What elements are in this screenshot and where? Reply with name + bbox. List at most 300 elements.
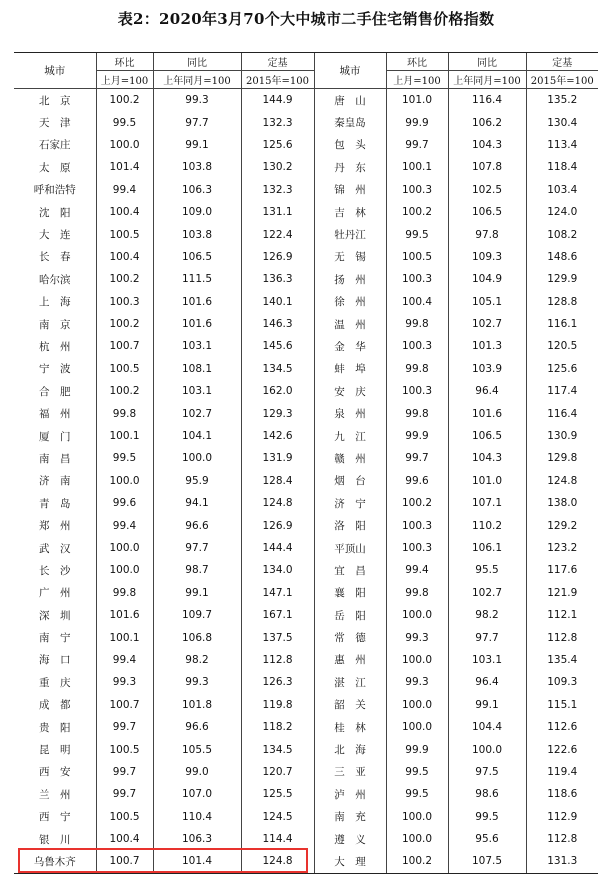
city-cell: 海 口: [39, 654, 71, 667]
fixed-cell: 113.4: [526, 134, 598, 156]
yoy-cell: 101.6: [153, 291, 241, 313]
yoy-cell: 103.1: [153, 380, 241, 402]
price-index-table: [14, 52, 598, 874]
fixed-cell: 119.4: [526, 761, 598, 783]
yoy-cell: 106.1: [448, 537, 526, 559]
city-cell: 兰 州: [39, 788, 71, 801]
mom-cell: 100.0: [386, 806, 448, 828]
yoy-cell: 99.1: [153, 582, 241, 604]
yoy-cell: 109.7: [153, 604, 241, 626]
fixed-cell: 135.4: [526, 649, 598, 671]
city-header-left: 城市: [14, 53, 96, 89]
city-cell: 平顶山: [314, 537, 386, 559]
yoy-cell: 103.1: [153, 335, 241, 357]
mom-cell: 100.3: [96, 291, 153, 313]
fixed-cell: 116.1: [526, 313, 598, 335]
yoy-cell: 96.6: [153, 716, 241, 738]
fixed-cell: 117.4: [526, 380, 598, 402]
mom-header-left: 环比: [96, 53, 153, 71]
fixed-cell: 126.9: [241, 514, 314, 536]
mom-cell: 100.0: [386, 716, 448, 738]
mom-header-right: 环比: [386, 53, 448, 71]
fixed-cell: 130.9: [526, 425, 598, 447]
fixed-cell: 108.2: [526, 223, 598, 245]
mom-cell: 99.4: [96, 514, 153, 536]
fixed-cell: 128.8: [526, 291, 598, 313]
mom-cell: 100.5: [96, 738, 153, 760]
yoy-cell: 103.1: [448, 649, 526, 671]
table-row: [14, 537, 598, 559]
mom-cell: 99.6: [96, 492, 153, 514]
fixed-cell: 119.8: [241, 694, 314, 716]
yoy-cell: 103.9: [448, 358, 526, 380]
yoy-cell: 107.8: [448, 156, 526, 178]
yoy-cell: 97.7: [153, 111, 241, 133]
yoy-cell: 97.5: [448, 761, 526, 783]
mom-cell: 100.7: [96, 694, 153, 716]
city-cell: 泸 州: [314, 783, 386, 805]
city-cell: 吉 林: [314, 201, 386, 223]
city-cell: 常 德: [314, 626, 386, 648]
mom-cell: 100.0: [386, 828, 448, 850]
yoy-cell: 96.4: [448, 380, 526, 402]
table-row: [14, 201, 598, 223]
yoy-cell: 99.3: [153, 671, 241, 693]
mom-cell: 100.0: [386, 694, 448, 716]
mom-subheader-left: 上月=100: [96, 71, 153, 89]
yoy-cell: 104.9: [448, 268, 526, 290]
city-cell: 洛 阳: [314, 514, 386, 536]
fixed-subheader-left: 2015年=100: [241, 71, 314, 89]
city-cell: 泉 州: [314, 402, 386, 424]
city-cell: 青 岛: [39, 497, 71, 510]
mom-cell: 99.5: [96, 447, 153, 469]
highlight-box: [18, 848, 308, 873]
yoy-cell: 99.1: [448, 694, 526, 716]
fixed-cell: 132.3: [241, 179, 314, 201]
fixed-cell: 167.1: [241, 604, 314, 626]
mom-cell: 101.4: [96, 156, 153, 178]
city-cell: 济 宁: [314, 492, 386, 514]
yoy-cell: 104.1: [153, 425, 241, 447]
city-cell: 桂 林: [314, 716, 386, 738]
fixed-cell: 112.8: [526, 626, 598, 648]
fixed-cell: 123.2: [526, 537, 598, 559]
table-row: [14, 582, 598, 604]
table-row: [14, 828, 598, 850]
mom-cell: 100.2: [96, 380, 153, 402]
mom-cell: 99.4: [96, 649, 153, 671]
yoy-cell: 106.8: [153, 626, 241, 648]
mom-cell: 100.0: [96, 537, 153, 559]
mom-cell: 99.9: [386, 111, 448, 133]
fixed-cell: 135.2: [526, 89, 598, 112]
mom-cell: 100.0: [96, 134, 153, 156]
city-cell: 赣 州: [314, 447, 386, 469]
city-cell: 深 圳: [39, 609, 71, 622]
yoy-cell: 105.1: [448, 291, 526, 313]
city-cell: 牡丹江: [314, 223, 386, 245]
fixed-cell: 112.8: [241, 649, 314, 671]
yoy-cell: 104.4: [448, 716, 526, 738]
mom-cell: 100.0: [96, 559, 153, 581]
table-header: [14, 53, 598, 89]
table-title: 表2：2020年3月70个大中城市二手住宅销售价格指数: [117, 10, 495, 28]
yoy-cell: 102.5: [448, 179, 526, 201]
city-cell: 九 江: [314, 425, 386, 447]
city-cell: 丹 东: [314, 156, 386, 178]
fixed-cell: 146.3: [241, 313, 314, 335]
mom-cell: 100.2: [96, 89, 153, 112]
yoy-cell: 110.4: [153, 806, 241, 828]
mom-cell: 99.5: [386, 761, 448, 783]
city-cell: 沈 阳: [39, 206, 71, 219]
table-row: [14, 783, 598, 805]
yoy-cell: 98.2: [153, 649, 241, 671]
fixed-cell: 124.5: [241, 806, 314, 828]
yoy-cell: 102.7: [448, 313, 526, 335]
fixed-cell: 122.6: [526, 738, 598, 760]
fixed-cell: 130.4: [526, 111, 598, 133]
fixed-cell: 124.8: [241, 492, 314, 514]
mom-cell: 100.3: [386, 335, 448, 357]
fixed-cell: 138.0: [526, 492, 598, 514]
city-cell: 哈尔滨: [39, 273, 71, 286]
city-cell: 宁 波: [39, 363, 71, 376]
table-row: [14, 514, 598, 536]
city-cell: 扬 州: [314, 268, 386, 290]
fixed-cell: 140.1: [241, 291, 314, 313]
table-row: [14, 268, 598, 290]
table-row: [14, 134, 598, 156]
mom-cell: 100.3: [386, 514, 448, 536]
fixed-cell: 134.5: [241, 358, 314, 380]
yoy-cell: 111.5: [153, 268, 241, 290]
yoy-cell: 101.4: [153, 850, 241, 873]
yoy-header-left: 同比: [153, 53, 241, 71]
yoy-cell: 95.9: [153, 470, 241, 492]
mom-cell: 100.2: [386, 492, 448, 514]
table-row: [14, 716, 598, 738]
fixed-cell: 144.9: [241, 89, 314, 112]
mom-cell: 100.1: [96, 626, 153, 648]
fixed-cell: 128.4: [241, 470, 314, 492]
city-cell: 宜 昌: [314, 559, 386, 581]
city-cell: 北 京: [39, 94, 71, 107]
yoy-cell: 103.8: [153, 156, 241, 178]
table-body: [14, 89, 598, 874]
mom-cell: 99.5: [386, 223, 448, 245]
yoy-cell: 102.7: [153, 402, 241, 424]
fixed-cell: 114.4: [241, 828, 314, 850]
mom-cell: 99.7: [386, 134, 448, 156]
fixed-cell: 131.1: [241, 201, 314, 223]
yoy-cell: 101.0: [448, 470, 526, 492]
city-cell: 烟 台: [314, 470, 386, 492]
mom-cell: 101.6: [96, 604, 153, 626]
city-cell: 秦皇岛: [314, 111, 386, 133]
mom-cell: 100.0: [386, 604, 448, 626]
city-cell: 郑 州: [39, 520, 71, 533]
fixed-cell: 120.7: [241, 761, 314, 783]
yoy-cell: 109.0: [153, 201, 241, 223]
table-row: [14, 246, 598, 268]
city-cell: 乌鲁木齐: [14, 850, 96, 873]
mom-cell: 101.0: [386, 89, 448, 112]
city-cell: 南 充: [314, 806, 386, 828]
yoy-cell: 116.4: [448, 89, 526, 112]
table-row: [14, 156, 598, 178]
yoy-cell: 96.4: [448, 671, 526, 693]
yoy-cell: 107.1: [448, 492, 526, 514]
yoy-cell: 95.5: [448, 559, 526, 581]
mom-cell: 100.7: [96, 335, 153, 357]
city-cell: 杭 州: [39, 340, 71, 353]
table-row: [14, 806, 598, 828]
yoy-cell: 97.7: [153, 537, 241, 559]
table-row: [14, 447, 598, 469]
yoy-cell: 106.5: [153, 246, 241, 268]
city-cell: 遵 义: [314, 828, 386, 850]
mom-cell: 100.4: [96, 201, 153, 223]
yoy-cell: 98.2: [448, 604, 526, 626]
yoy-cell: 102.7: [448, 582, 526, 604]
fixed-cell: 145.6: [241, 335, 314, 357]
city-cell: 厦 门: [39, 430, 71, 443]
mom-cell: 99.3: [386, 626, 448, 648]
city-cell: 西 宁: [39, 811, 71, 824]
city-cell: 无 锡: [314, 246, 386, 268]
fixed-cell: 124.8: [526, 470, 598, 492]
mom-cell: 99.6: [386, 470, 448, 492]
mom-cell: 100.2: [96, 313, 153, 335]
fixed-cell: 118.6: [526, 783, 598, 805]
yoy-cell: 98.6: [448, 783, 526, 805]
table-row: [14, 313, 598, 335]
city-cell: 银 川: [39, 833, 71, 846]
city-cell: 西 安: [39, 766, 71, 779]
fixed-cell: 112.9: [526, 806, 598, 828]
table-row: [14, 402, 598, 424]
fixed-cell: 129.9: [526, 268, 598, 290]
fixed-cell: 118.4: [526, 156, 598, 178]
mom-cell: 100.0: [96, 470, 153, 492]
mom-cell: 100.5: [96, 806, 153, 828]
yoy-cell: 104.3: [448, 134, 526, 156]
fixed-cell: 125.6: [241, 134, 314, 156]
mom-cell: 100.3: [386, 268, 448, 290]
table-row: [14, 470, 598, 492]
city-cell: 长 春: [39, 251, 71, 264]
mom-cell: 99.8: [386, 582, 448, 604]
mom-cell: 100.4: [386, 291, 448, 313]
city-cell: 锦 州: [314, 179, 386, 201]
table-row: [14, 559, 598, 581]
mom-cell: 100.0: [386, 649, 448, 671]
yoy-subheader-right: 上年同月=100: [448, 71, 526, 89]
yoy-cell: 105.5: [153, 738, 241, 760]
mom-cell: 100.7: [96, 850, 153, 873]
table-row: [14, 604, 598, 626]
yoy-cell: 99.0: [153, 761, 241, 783]
fixed-cell: 132.3: [241, 111, 314, 133]
mom-cell: 99.4: [96, 179, 153, 201]
table-row: [14, 671, 598, 693]
fixed-cell: 147.1: [241, 582, 314, 604]
table-row: [14, 179, 598, 201]
mom-cell: 100.4: [96, 828, 153, 850]
table-row: [14, 111, 598, 133]
city-cell: 上 海: [39, 296, 71, 309]
yoy-cell: 104.3: [448, 447, 526, 469]
city-cell: 合 肥: [39, 385, 71, 398]
fixed-cell: 131.9: [241, 447, 314, 469]
mom-cell: 100.3: [386, 380, 448, 402]
table-row: [14, 380, 598, 402]
mom-cell: 99.8: [386, 402, 448, 424]
yoy-cell: 95.6: [448, 828, 526, 850]
city-cell: 贵 阳: [39, 721, 71, 734]
yoy-cell: 97.8: [448, 223, 526, 245]
fixed-cell: 126.9: [241, 246, 314, 268]
fixed-subheader-right: 2015年=100: [526, 71, 598, 89]
city-cell: 蚌 埠: [314, 358, 386, 380]
city-header-right: 城市: [314, 53, 386, 89]
table-row: [14, 335, 598, 357]
fixed-cell: 142.6: [241, 425, 314, 447]
yoy-cell: 107.5: [448, 850, 526, 873]
city-cell: 岳 阳: [314, 604, 386, 626]
city-cell: 唐 山: [314, 89, 386, 112]
fixed-cell: 112.6: [526, 716, 598, 738]
yoy-cell: 106.5: [448, 201, 526, 223]
city-cell: 北 海: [314, 738, 386, 760]
mom-cell: 100.5: [386, 246, 448, 268]
yoy-cell: 103.8: [153, 223, 241, 245]
fixed-cell: 125.6: [526, 358, 598, 380]
fixed-cell: 134.0: [241, 559, 314, 581]
city-cell: 武 汉: [39, 542, 71, 555]
table-row: [14, 492, 598, 514]
yoy-header-right: 同比: [448, 53, 526, 71]
city-cell: 广 州: [39, 587, 71, 600]
city-cell: 安 庆: [314, 380, 386, 402]
table-row: [14, 358, 598, 380]
fixed-cell: 118.2: [241, 716, 314, 738]
mom-cell: 99.3: [96, 671, 153, 693]
mom-cell: 99.9: [386, 738, 448, 760]
mom-cell: 99.8: [96, 402, 153, 424]
fixed-cell: 116.4: [526, 402, 598, 424]
city-cell: 南 京: [39, 318, 71, 331]
mom-cell: 99.8: [96, 582, 153, 604]
mom-cell: 99.7: [96, 783, 153, 805]
city-cell: 惠 州: [314, 649, 386, 671]
yoy-cell: 109.3: [448, 246, 526, 268]
city-cell: 韶 关: [314, 694, 386, 716]
mom-cell: 99.5: [96, 111, 153, 133]
table-row: [14, 694, 598, 716]
mom-cell: 100.4: [96, 246, 153, 268]
mom-cell: 100.1: [386, 156, 448, 178]
city-cell: 济 南: [39, 475, 71, 488]
city-cell: 包 头: [314, 134, 386, 156]
city-cell: 长 沙: [39, 564, 71, 577]
yoy-cell: 106.3: [153, 828, 241, 850]
city-cell: 成 都: [39, 699, 71, 712]
table-row: [14, 738, 598, 760]
yoy-cell: 98.7: [153, 559, 241, 581]
mom-cell: 99.4: [386, 559, 448, 581]
yoy-cell: 101.8: [153, 694, 241, 716]
yoy-cell: 106.3: [153, 179, 241, 201]
yoy-cell: 100.0: [448, 738, 526, 760]
city-cell: 南 昌: [39, 452, 71, 465]
mom-subheader-right: 上月=100: [386, 71, 448, 89]
table-row: [14, 425, 598, 447]
yoy-cell: 99.1: [153, 134, 241, 156]
yoy-cell: 110.2: [448, 514, 526, 536]
yoy-cell: 96.6: [153, 514, 241, 536]
fixed-cell: 103.4: [526, 179, 598, 201]
city-cell: 重 庆: [39, 676, 71, 689]
mom-cell: 100.2: [386, 850, 448, 873]
fixed-cell: 122.4: [241, 223, 314, 245]
yoy-cell: 108.1: [153, 358, 241, 380]
fixed-cell: 125.5: [241, 783, 314, 805]
fixed-cell: 115.1: [526, 694, 598, 716]
table-row: [14, 223, 598, 245]
mom-cell: 99.9: [386, 425, 448, 447]
yoy-cell: 106.2: [448, 111, 526, 133]
yoy-cell: 100.0: [153, 447, 241, 469]
yoy-cell: 101.3: [448, 335, 526, 357]
fixed-cell: 129.8: [526, 447, 598, 469]
mom-cell: 100.2: [386, 201, 448, 223]
city-cell: 大 理: [314, 850, 386, 873]
table-row: [14, 89, 598, 112]
mom-cell: 100.2: [96, 268, 153, 290]
mom-cell: 99.3: [386, 671, 448, 693]
city-cell: 三 亚: [314, 761, 386, 783]
yoy-cell: 106.5: [448, 425, 526, 447]
table-row: [14, 291, 598, 313]
fixed-cell: 121.9: [526, 582, 598, 604]
fixed-cell: 131.3: [526, 850, 598, 873]
city-cell: 福 州: [39, 408, 71, 421]
fixed-cell: 124.0: [526, 201, 598, 223]
yoy-cell: 107.0: [153, 783, 241, 805]
city-cell: 昆 明: [39, 744, 71, 757]
fixed-header-right: 定基: [526, 53, 598, 71]
fixed-header-left: 定基: [241, 53, 314, 71]
city-cell: 呼和浩特: [33, 184, 76, 197]
fixed-cell: 162.0: [241, 380, 314, 402]
fixed-cell: 112.1: [526, 604, 598, 626]
yoy-cell: 99.5: [448, 806, 526, 828]
mom-cell: 99.7: [96, 716, 153, 738]
yoy-cell: 101.6: [153, 313, 241, 335]
fixed-cell: 134.5: [241, 738, 314, 760]
fixed-cell: 130.2: [241, 156, 314, 178]
fixed-cell: 148.6: [526, 246, 598, 268]
mom-cell: 99.5: [386, 783, 448, 805]
mom-cell: 99.7: [386, 447, 448, 469]
yoy-cell: 94.1: [153, 492, 241, 514]
mom-cell: 100.1: [96, 425, 153, 447]
city-cell: 襄 阳: [314, 582, 386, 604]
mom-cell: 100.5: [96, 223, 153, 245]
